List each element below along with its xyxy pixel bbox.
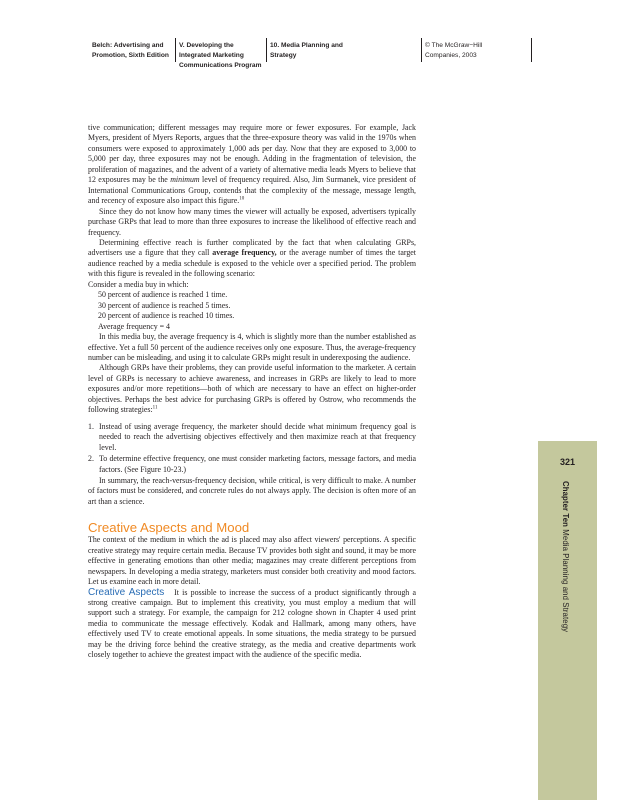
page-number: 321 (559, 457, 576, 467)
chapter-running-title: Chapter Ten Media Planning and Strategy (561, 481, 570, 633)
paragraph: In summary, the reach-versus-frequency decision, while critical, is very difficult to make. A number of factors must be considered, and concrete rules do not always apply. The decision is often more of an art than a science. (88, 475, 416, 506)
header-divider (531, 38, 532, 62)
scenario-line: 20 percent of audience is reached 10 times. (98, 311, 235, 321)
scenario-intro: Consider a media buy in which: (88, 279, 189, 289)
header-part-title: V. Developing the Integrated Marketing Communications Program (179, 42, 262, 69)
section-heading: Creative Aspects and Mood (88, 520, 250, 536)
scenario-line: 50 percent of audience is reached 1 time. (98, 290, 228, 300)
header-copyright: © The McGraw−Hill Companies, 2003 (425, 42, 483, 59)
chapter-tab (538, 441, 597, 800)
scenario-line: 30 percent of audience is reached 5 times. (98, 300, 231, 310)
paragraph: Since they do not know how many times the viewer will actually be exposed, advertisers typically purchase GRPs that lead to more than three exposures to increase the likelihood of effective reach and frequency. (88, 206, 416, 237)
list-item: 1. Instead of using average frequency, the marketer should decide what minimum frequency goal is needed to reach the advertising objectives effectively and then maximize reach at that frequency level. (88, 421, 416, 452)
strategy-list (88, 422, 416, 475)
term-average-frequency: average frequency, (212, 248, 277, 258)
subsection-heading: Creative Aspects (88, 586, 165, 598)
page-body (88, 123, 416, 661)
header-chapter-title: 10. Media Planning and Strategy (270, 42, 343, 59)
paragraph: Determining effective reach is further complicated by the fact that when calculating GRPs, advertisers use a figure that they call average frequency, or the average number of times the target audience reached by a media schedule is exposed to the vehicle over a specified period. The problem with this figure is revealed in the following scenario: (88, 237, 416, 279)
paragraph: tive communication; different messages may require more or fewer exposures. For example, Jack Myers, president of Myers Reports, argues that the three-exposure theory was valid in the 1970s when consumers were exposed to approximately 1,000 ads per day. Now that they are exposed to 3,000 to 5,000 per day, three exposures may not be enough. Adding in the fragmentation of television, the proliferation of magazines, and the advent of a variety of alternative media leads Myers to believe that 12 exposures may be the minimum level of frequency required. Also, Jim Surmanek, vice president of International Communications Group, contends that the complexity of the message, message length, and recency of exposure also impact this figure.$^{10}$ (88, 123, 416, 206)
header-divider (421, 38, 422, 62)
list-item: 2. To determine effective frequency, one must consider marketing factors, message factors, and media factors. (See Figure 10-23.) (88, 454, 416, 474)
paragraph: The context of the medium in which the ad is placed may also affect viewers' perceptions. A specific creative strategy may require certain media. Because TV provides both sight and sound, it may be more effective in generating emotions than other media; magazines may create different perceptions from newspapers. In developing a media strategy, marketers must consider both creativity and mood factors. Let us examine each in more detail. (88, 535, 416, 587)
header-book-title: Belch: Advertising and Promotion, Sixth Edition (92, 42, 169, 59)
paragraph: Creative Aspects It is possible to increase the success of a product significantly through a strong creative campaign. But to implement this creativity, you must employ a medium that will support such a strategy. For example, the campaign for 212 cologne shown in Chapter 4 used print media to communicate the message effectively. Kodak and Hallmark, among many others, have effectively used TV to create emotional appeals. In some situations, the media strategy to be pursued may be the driving force behind the creative strategy, as the media and creative departments work closely together to achieve the greatest impact with the audience of the specific media. (88, 586, 416, 660)
paragraph: In this media buy, the average frequency is 4, which is slightly more than the number established as effective. Yet a full 50 percent of the audience receives only one exposure. Thus, the average-frequency number can be misleading, and using it to calculate GRPs might result in underexposing the audience. (88, 332, 416, 362)
header-divider (266, 38, 267, 62)
paragraph: Although GRPs have their problems, they can provide useful information to the marketer. A certain level of GRPs is necessary to achieve awareness, and increases in GRPs are likely to lead to more exposures and/or more repetitions—both of which are necessary to have an effect on higher-order objectives. Perhaps the best advice for purchasing GRPs is offered by Ostrow, who recommends the following strategies:$^{11}$ (88, 363, 416, 415)
scenario-line: Average frequency = 4 (98, 321, 170, 331)
header-divider (175, 38, 176, 62)
